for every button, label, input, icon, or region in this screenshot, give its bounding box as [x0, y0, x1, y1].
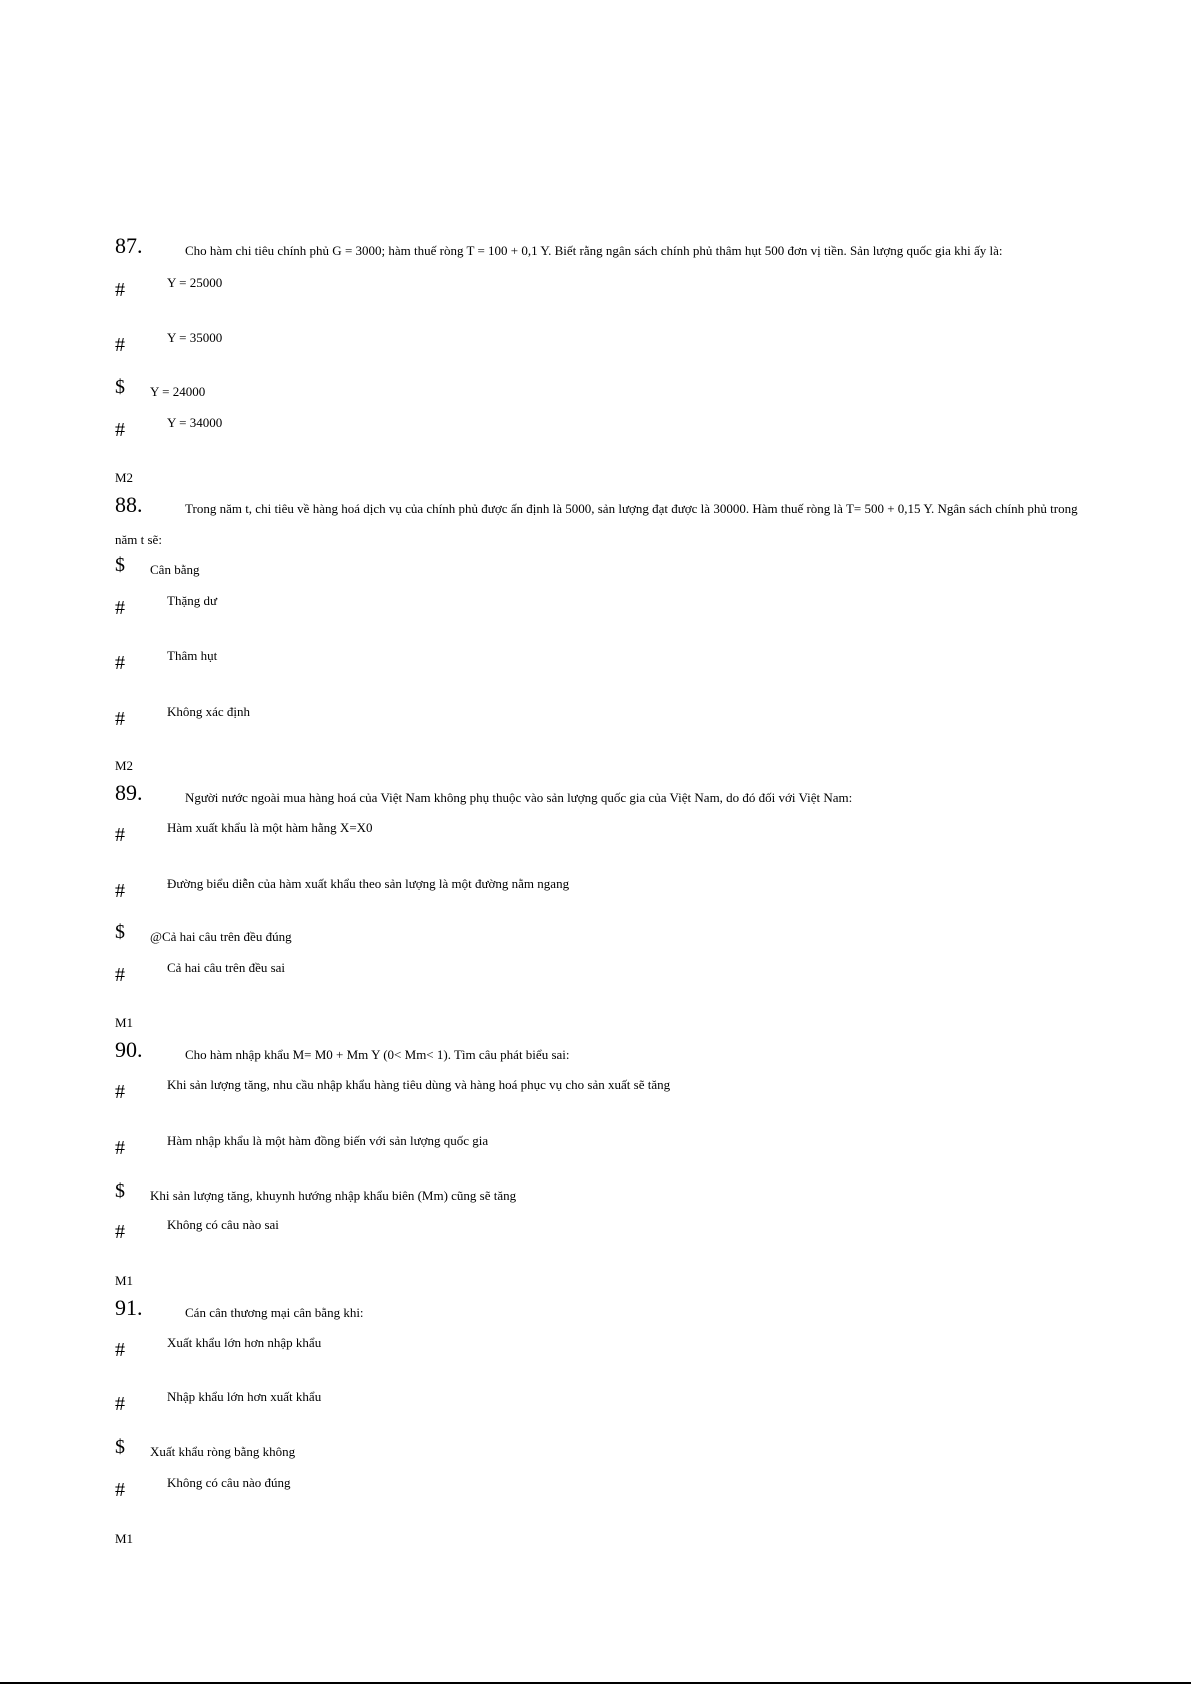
option-text: Thâm hụt: [167, 648, 218, 663]
option-marker: $: [115, 1436, 125, 1458]
difficulty-level: M2: [115, 758, 134, 773]
option-text: Y = 24000: [150, 384, 206, 399]
option-text: Không có câu nào đúng: [167, 1475, 291, 1490]
option-text: Khi sản lượng tăng, khuynh hướng nhập khẩu biên (Mm) cũng sẽ tăng: [150, 1188, 517, 1203]
option-text: Hàm xuất khẩu là một hàm hằng X=X0: [167, 820, 373, 835]
question-number: 90.: [115, 1037, 143, 1062]
option-text: Không xác định: [167, 704, 251, 719]
option-text: Cả hai câu trên đều sai: [167, 960, 286, 975]
difficulty-level: M2: [115, 470, 134, 485]
option-text: Xuất khẩu lớn hơn nhập khẩu: [167, 1335, 322, 1350]
question-number: 89.: [115, 780, 143, 805]
question-number: 88.: [115, 492, 143, 517]
option-text: Y = 34000: [167, 415, 223, 430]
question-text: Cho hàm chi tiêu chính phủ G = 3000; hàm thuế ròng T = 100 + 0,1 Y. Biết rằng ngân sách chính phủ thâm hụt 500 đơn vị tiền. Sản lượng quốc gia khi ấy là:: [185, 243, 1003, 258]
difficulty-level: M1: [115, 1273, 134, 1288]
question-number: 91.: [115, 1295, 143, 1320]
option-marker: #: [115, 1221, 125, 1243]
option-text: Thặng dư: [167, 593, 218, 608]
option-marker: #: [115, 880, 125, 902]
option-marker: #: [115, 1137, 125, 1159]
option-text: Hàm nhập khẩu là một hàm đồng biến với sản lượng quốc gia: [167, 1133, 489, 1148]
option-text: Y = 25000: [167, 275, 223, 290]
option-marker: #: [115, 1479, 125, 1501]
page-bottom-rule: [0, 1682, 1191, 1684]
option-text: Đường biểu diễn của hàm xuất khẩu theo sản lượng là một đường nằm ngang: [167, 876, 570, 891]
option-marker: #: [115, 419, 125, 441]
option-marker: #: [115, 652, 125, 674]
option-marker: #: [115, 279, 125, 301]
option-text: Nhập khẩu lớn hơn xuất khẩu: [167, 1389, 322, 1404]
question-text: Trong năm t, chi tiêu về hàng hoá dịch vụ của chính phủ được ấn định là 5000, sản lượng đạt được là 30000. Hàm thuế ròng là T= 500 + 0,15 Y. Ngân sách chính phủ trong năm t sẽ:: [115, 501, 1078, 547]
option-marker: #: [115, 597, 125, 619]
option-marker: #: [115, 334, 125, 356]
difficulty-level: M1: [115, 1015, 134, 1030]
question-text: Người nước ngoài mua hàng hoá của Việt Nam không phụ thuộc vào sản lượng quốc gia của Việt Nam, do đó đối với Việt Nam:: [185, 790, 853, 805]
option-marker: #: [115, 1081, 125, 1103]
option-marker: #: [115, 1339, 125, 1361]
option-text: Xuất khẩu ròng bằng không: [150, 1444, 296, 1459]
option-marker: #: [115, 824, 125, 846]
option-text: Khi sản lượng tăng, nhu cầu nhập khẩu hàng tiêu dùng và hàng hoá phục vụ cho sản xuất sẽ tăng: [167, 1077, 671, 1092]
option-text: @Cả hai câu trên đều đúng: [150, 929, 292, 944]
question-number: 87.: [115, 233, 143, 258]
option-marker: #: [115, 964, 125, 986]
option-marker: $: [115, 376, 125, 398]
option-text: Cân bằng: [150, 562, 200, 577]
question-text: Cho hàm nhập khẩu M= M0 + Mm Y (0< Mm< 1). Tìm câu phát biểu sai:: [185, 1047, 570, 1062]
option-marker: $: [115, 1180, 125, 1202]
option-text: Y = 35000: [167, 330, 223, 345]
option-marker: #: [115, 708, 125, 730]
question-text: Cán cân thương mại cân bằng khi:: [185, 1305, 364, 1320]
option-marker: #: [115, 1393, 125, 1415]
option-marker: $: [115, 921, 125, 943]
option-text: Không có câu nào sai: [167, 1217, 279, 1232]
difficulty-level: M1: [115, 1531, 134, 1546]
option-marker: $: [115, 554, 125, 576]
